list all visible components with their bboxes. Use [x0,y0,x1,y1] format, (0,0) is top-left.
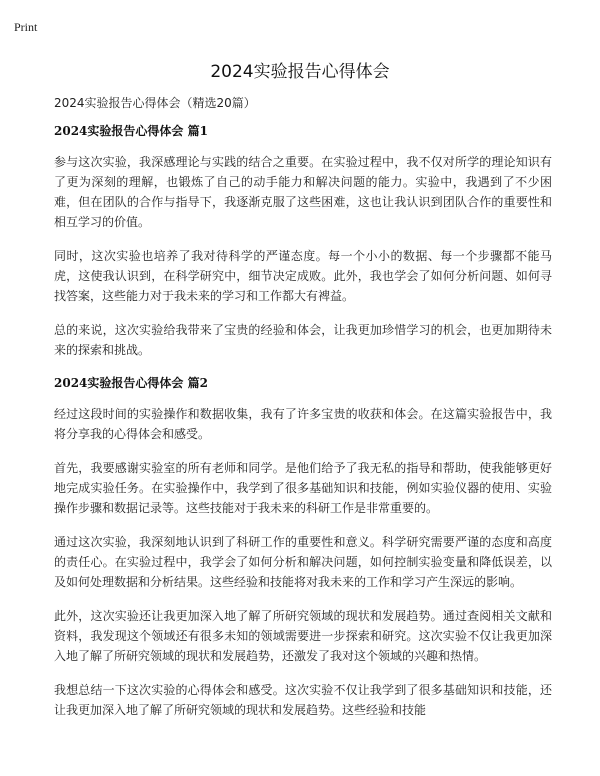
paragraph: 通过这次实验，我深刻地认识到了科研工作的重要性和意义。科学研究需要严谨的态度和高度的责任心。在实验过程中，我学会了如何分析和解决问题，如何控制实验变量和降低误差，以及如何处理数据和分析结果。这些经验和技能将对我未来的工作和学习产生深远的影响。 [54,535,552,589]
paragraph: 参与这次实验，我深感理论与实践的结合之重要。在实验过程中，我不仅对所学的理论知识有了更为深刻的理解，也锻炼了自己的动手能力和解决问题的能力。实验中，我遇到了不少困难，但在团队的合作与指导下，我逐渐克服了这些困难，这也让我认识到团队合作的重要性和相互学习的价值。 [54,155,552,229]
paragraph: 同时，这次实验也培养了我对待科学的严谨态度。每一个小小的数据、每一个步骤都不能马虎，这使我认识到，在科学研究中，细节决定成败。此外，我也学会了如何分析问题、如何寻找答案，这些能力对于我未来的学习和工作都大有裨益。 [54,249,552,303]
paragraph: 总的来说，这次实验给我带来了宝贵的经验和体会，让我更加珍惜学习的机会，也更加期待未来的探索和挑战。 [54,323,552,357]
paragraph: 经过这段时间的实验操作和数据收集，我有了许多宝贵的收获和体会。在这篇实验报告中，我将分享我的心得体会和感受。 [54,407,552,441]
section-heading: 2024实验报告心得体会 篇1 [54,124,208,138]
document-subtitle: 2024实验报告心得体会（精选20篇） [54,96,256,110]
section-2 [54,374,552,720]
section-heading: 2024实验报告心得体会 篇2 [54,376,208,390]
print-link[interactable]: Print [14,20,38,34]
section-1 [54,122,552,360]
paragraph: 此外，这次实验还让我更加深入地了解了所研究领域的现状和发展趋势。通过查阅相关文献和资料，我发现这个领域还有很多未知的领域需要进一步探索和研究。这次实验不仅让我更加深入地了解了所研究领域的现状和发展趋势，还激发了我对这个领域的兴趣和热情。 [54,609,552,663]
document-title: 2024实验报告心得体会 [210,62,390,82]
paragraph: 我想总结一下这次实验的心得体会和感受。这次实验不仅让我学到了很多基础知识和技能，还让我更加深入地了解了所研究领域的现状和发展趋势。这些经验和技能 [54,683,552,717]
document-body [54,94,552,734]
paragraph: 首先，我要感谢实验室的所有老师和同学。是他们给予了我无私的指导和帮助，使我能够更好地完成实验任务。在实验操作中，我学到了很多基础知识和技能，例如实验仪器的使用、实验操作步骤和数据记录等。这些技能对于我未来的科研工作是非常重要的。 [54,461,552,515]
